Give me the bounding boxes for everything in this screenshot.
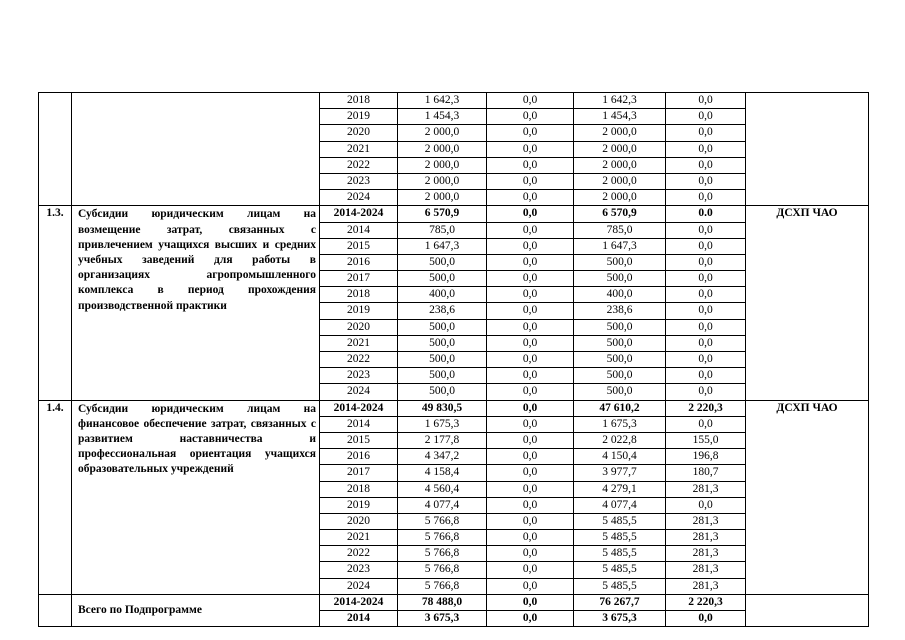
row-total-cell: 2 177,8 bbox=[398, 432, 487, 448]
row-district-cell: 1 642,3 bbox=[574, 93, 666, 109]
row-total-cell: 3 675,3 bbox=[398, 611, 487, 627]
row-district-cell: 5 485,5 bbox=[574, 513, 666, 529]
row-year-cell: 2015 bbox=[320, 238, 398, 254]
row-year-cell: 2018 bbox=[320, 481, 398, 497]
row-total-cell: 500,0 bbox=[398, 335, 487, 351]
row-district-cell: 500,0 bbox=[574, 384, 666, 400]
row-total-cell: 1 642,3 bbox=[398, 93, 487, 109]
section-executor-cell: ДСХП ЧАО bbox=[746, 206, 869, 400]
row-federal-cell: 0,0 bbox=[487, 449, 574, 465]
row-federal-cell: 0,0 bbox=[487, 546, 574, 562]
row-district-cell: 238,6 bbox=[574, 303, 666, 319]
row-district-cell: 4 077,4 bbox=[574, 497, 666, 513]
row-federal-cell: 0,0 bbox=[487, 173, 574, 189]
row-total-cell: 2 000,0 bbox=[398, 157, 487, 173]
row-other-cell: 155,0 bbox=[666, 432, 746, 448]
row-district-cell: 500,0 bbox=[574, 319, 666, 335]
row-total-cell: 5 766,8 bbox=[398, 562, 487, 578]
table-row bbox=[39, 400, 869, 416]
row-district-cell: 4 150,4 bbox=[574, 449, 666, 465]
row-year-cell: 2020 bbox=[320, 513, 398, 529]
row-district-cell: 4 279,1 bbox=[574, 481, 666, 497]
row-total-cell: 1 675,3 bbox=[398, 416, 487, 432]
row-total-cell: 4 158,4 bbox=[398, 465, 487, 481]
row-other-cell: 0,0 bbox=[666, 319, 746, 335]
row-other-cell: 281,3 bbox=[666, 578, 746, 594]
row-other-cell: 0,0 bbox=[666, 416, 746, 432]
row-federal-cell: 0,0 bbox=[487, 465, 574, 481]
row-other-cell: 0,0 bbox=[666, 497, 746, 513]
row-other-cell: 0,0 bbox=[666, 335, 746, 351]
row-federal-cell: 0,0 bbox=[487, 578, 574, 594]
row-other-cell: 0,0 bbox=[666, 254, 746, 270]
row-district-cell: 3 977,7 bbox=[574, 465, 666, 481]
row-year-cell: 2014 bbox=[320, 222, 398, 238]
row-total-cell: 5 766,8 bbox=[398, 546, 487, 562]
row-district-cell: 2 000,0 bbox=[574, 141, 666, 157]
row-total-cell: 2 000,0 bbox=[398, 125, 487, 141]
row-other-cell: 0,0 bbox=[666, 141, 746, 157]
row-district-cell: 500,0 bbox=[574, 254, 666, 270]
row-district-cell: 5 485,5 bbox=[574, 530, 666, 546]
total-number-cell bbox=[39, 594, 72, 626]
row-other-cell: 0,0 bbox=[666, 125, 746, 141]
row-year-cell: 2019 bbox=[320, 303, 398, 319]
row-other-cell: 0,0 bbox=[666, 303, 746, 319]
row-federal-cell: 0,0 bbox=[487, 481, 574, 497]
section-number-cell: 1.3. bbox=[39, 206, 72, 400]
row-other-cell: 0.0 bbox=[666, 206, 746, 222]
row-other-cell: 2 220,3 bbox=[666, 400, 746, 416]
row-federal-cell: 0,0 bbox=[487, 157, 574, 173]
row-other-cell: 0,0 bbox=[666, 352, 746, 368]
row-federal-cell: 0,0 bbox=[487, 287, 574, 303]
row-other-cell: 196,8 bbox=[666, 449, 746, 465]
row-year-cell: 2014-2024 bbox=[320, 594, 398, 610]
row-year-cell: 2014 bbox=[320, 611, 398, 627]
table-row bbox=[39, 93, 869, 109]
row-federal-cell: 0,0 bbox=[487, 352, 574, 368]
row-district-cell: 6 570,9 bbox=[574, 206, 666, 222]
row-total-cell: 500,0 bbox=[398, 271, 487, 287]
row-total-cell: 400,0 bbox=[398, 287, 487, 303]
row-district-cell: 1 647,3 bbox=[574, 238, 666, 254]
subprogram-table bbox=[38, 92, 869, 627]
row-total-cell: 2 000,0 bbox=[398, 141, 487, 157]
row-total-cell: 500,0 bbox=[398, 384, 487, 400]
section-number-cell: 1.4. bbox=[39, 400, 72, 594]
row-year-cell: 2017 bbox=[320, 465, 398, 481]
executor-cell bbox=[746, 93, 869, 206]
row-district-cell: 47 610,2 bbox=[574, 400, 666, 416]
row-federal-cell: 0,0 bbox=[487, 271, 574, 287]
row-district-cell: 785,0 bbox=[574, 222, 666, 238]
row-total-cell: 238,6 bbox=[398, 303, 487, 319]
row-federal-cell: 0,0 bbox=[487, 384, 574, 400]
row-other-cell: 281,3 bbox=[666, 562, 746, 578]
row-federal-cell: 0,0 bbox=[487, 222, 574, 238]
row-year-cell: 2023 bbox=[320, 173, 398, 189]
row-federal-cell: 0,0 bbox=[487, 416, 574, 432]
row-year-cell: 2024 bbox=[320, 190, 398, 206]
row-federal-cell: 0,0 bbox=[487, 303, 574, 319]
row-other-cell: 2 220,3 bbox=[666, 594, 746, 610]
section-executor-cell: ДСХП ЧАО bbox=[746, 400, 869, 594]
row-year-cell: 2022 bbox=[320, 352, 398, 368]
row-total-cell: 5 766,8 bbox=[398, 578, 487, 594]
row-total-cell: 500,0 bbox=[398, 352, 487, 368]
row-total-cell: 49 830,5 bbox=[398, 400, 487, 416]
row-year-cell: 2021 bbox=[320, 530, 398, 546]
row-federal-cell: 0,0 bbox=[487, 513, 574, 529]
row-federal-cell: 0,0 bbox=[487, 432, 574, 448]
row-year-cell: 2019 bbox=[320, 109, 398, 125]
row-other-cell: 180,7 bbox=[666, 465, 746, 481]
row-federal-cell: 0,0 bbox=[487, 335, 574, 351]
section-description-cell: Субсидии юридическим лицам на возмещение затрат, связанных с привлечением учащихся высших и средних учебных заведений для работы в организациях агропромышленного комплекса в период прохождения производственной практики bbox=[72, 206, 320, 400]
row-total-cell: 6 570,9 bbox=[398, 206, 487, 222]
row-year-cell: 2014-2024 bbox=[320, 206, 398, 222]
row-year-cell: 2019 bbox=[320, 497, 398, 513]
total-row bbox=[39, 594, 869, 610]
row-other-cell: 281,3 bbox=[666, 481, 746, 497]
row-year-cell: 2017 bbox=[320, 271, 398, 287]
row-total-cell: 785,0 bbox=[398, 222, 487, 238]
row-district-cell: 76 267,7 bbox=[574, 594, 666, 610]
row-federal-cell: 0,0 bbox=[487, 109, 574, 125]
table-row bbox=[39, 206, 869, 222]
total-label-cell: Всего по Подпрограмме bbox=[72, 594, 320, 626]
row-federal-cell: 0,0 bbox=[487, 594, 574, 610]
row-district-cell: 1 675,3 bbox=[574, 416, 666, 432]
row-total-cell: 4 560,4 bbox=[398, 481, 487, 497]
row-federal-cell: 0,0 bbox=[487, 368, 574, 384]
total-executor-cell bbox=[746, 594, 869, 626]
row-district-cell: 500,0 bbox=[574, 368, 666, 384]
row-year-cell: 2022 bbox=[320, 157, 398, 173]
row-federal-cell: 0,0 bbox=[487, 562, 574, 578]
row-federal-cell: 0,0 bbox=[487, 238, 574, 254]
row-total-cell: 1 454,3 bbox=[398, 109, 487, 125]
row-total-cell: 1 647,3 bbox=[398, 238, 487, 254]
row-total-cell: 5 766,8 bbox=[398, 530, 487, 546]
row-district-cell: 400,0 bbox=[574, 287, 666, 303]
row-year-cell: 2024 bbox=[320, 384, 398, 400]
row-year-cell: 2023 bbox=[320, 562, 398, 578]
row-district-cell: 2 000,0 bbox=[574, 190, 666, 206]
row-total-cell: 5 766,8 bbox=[398, 513, 487, 529]
row-year-cell: 2018 bbox=[320, 287, 398, 303]
row-federal-cell: 0,0 bbox=[487, 125, 574, 141]
row-other-cell: 0,0 bbox=[666, 222, 746, 238]
row-year-cell: 2014 bbox=[320, 416, 398, 432]
row-other-cell: 281,3 bbox=[666, 546, 746, 562]
row-federal-cell: 0,0 bbox=[487, 190, 574, 206]
row-total-cell: 4 077,4 bbox=[398, 497, 487, 513]
row-total-cell: 500,0 bbox=[398, 319, 487, 335]
row-other-cell: 0,0 bbox=[666, 109, 746, 125]
row-year-cell: 2021 bbox=[320, 141, 398, 157]
row-total-cell: 500,0 bbox=[398, 368, 487, 384]
row-federal-cell: 0,0 bbox=[487, 400, 574, 416]
row-district-cell: 500,0 bbox=[574, 271, 666, 287]
row-year-cell: 2020 bbox=[320, 319, 398, 335]
row-federal-cell: 0,0 bbox=[487, 93, 574, 109]
row-district-cell: 2 000,0 bbox=[574, 173, 666, 189]
row-district-cell: 500,0 bbox=[574, 352, 666, 368]
row-federal-cell: 0,0 bbox=[487, 141, 574, 157]
row-other-cell: 0,0 bbox=[666, 157, 746, 173]
row-year-cell: 2022 bbox=[320, 546, 398, 562]
row-district-cell: 5 485,5 bbox=[574, 562, 666, 578]
row-district-cell: 2 022,8 bbox=[574, 432, 666, 448]
row-federal-cell: 0,0 bbox=[487, 497, 574, 513]
row-year-cell: 2020 bbox=[320, 125, 398, 141]
row-other-cell: 0,0 bbox=[666, 384, 746, 400]
description-cell bbox=[72, 93, 320, 206]
row-district-cell: 500,0 bbox=[574, 335, 666, 351]
row-federal-cell: 0,0 bbox=[487, 611, 574, 627]
section-description-cell: Субсидии юридическим лицам на финансовое обеспечение затрат, связанных с развитием наставничества и профессиональная ориентация учащихся образовательных учреждений bbox=[72, 400, 320, 594]
row-total-cell: 4 347,2 bbox=[398, 449, 487, 465]
row-year-cell: 2016 bbox=[320, 449, 398, 465]
row-other-cell: 0,0 bbox=[666, 190, 746, 206]
row-year-cell: 2016 bbox=[320, 254, 398, 270]
row-total-cell: 2 000,0 bbox=[398, 173, 487, 189]
row-total-cell: 2 000,0 bbox=[398, 190, 487, 206]
row-other-cell: 0,0 bbox=[666, 611, 746, 627]
row-other-cell: 0,0 bbox=[666, 287, 746, 303]
row-federal-cell: 0,0 bbox=[487, 254, 574, 270]
row-federal-cell: 0,0 bbox=[487, 319, 574, 335]
row-total-cell: 500,0 bbox=[398, 254, 487, 270]
row-other-cell: 0,0 bbox=[666, 368, 746, 384]
row-district-cell: 2 000,0 bbox=[574, 157, 666, 173]
row-other-cell: 0,0 bbox=[666, 93, 746, 109]
row-other-cell: 0,0 bbox=[666, 173, 746, 189]
row-total-cell: 78 488,0 bbox=[398, 594, 487, 610]
number-cell bbox=[39, 93, 72, 206]
row-year-cell: 2024 bbox=[320, 578, 398, 594]
row-year-cell: 2023 bbox=[320, 368, 398, 384]
row-federal-cell: 0,0 bbox=[487, 206, 574, 222]
row-year-cell: 2018 bbox=[320, 93, 398, 109]
row-other-cell: 0,0 bbox=[666, 238, 746, 254]
row-year-cell: 2021 bbox=[320, 335, 398, 351]
row-federal-cell: 0,0 bbox=[487, 530, 574, 546]
row-other-cell: 281,3 bbox=[666, 513, 746, 529]
row-district-cell: 5 485,5 bbox=[574, 578, 666, 594]
row-year-cell: 2015 bbox=[320, 432, 398, 448]
row-district-cell: 1 454,3 bbox=[574, 109, 666, 125]
row-year-cell: 2014-2024 bbox=[320, 400, 398, 416]
row-other-cell: 281,3 bbox=[666, 530, 746, 546]
row-other-cell: 0,0 bbox=[666, 271, 746, 287]
row-district-cell: 5 485,5 bbox=[574, 546, 666, 562]
row-district-cell: 3 675,3 bbox=[574, 611, 666, 627]
row-district-cell: 2 000,0 bbox=[574, 125, 666, 141]
